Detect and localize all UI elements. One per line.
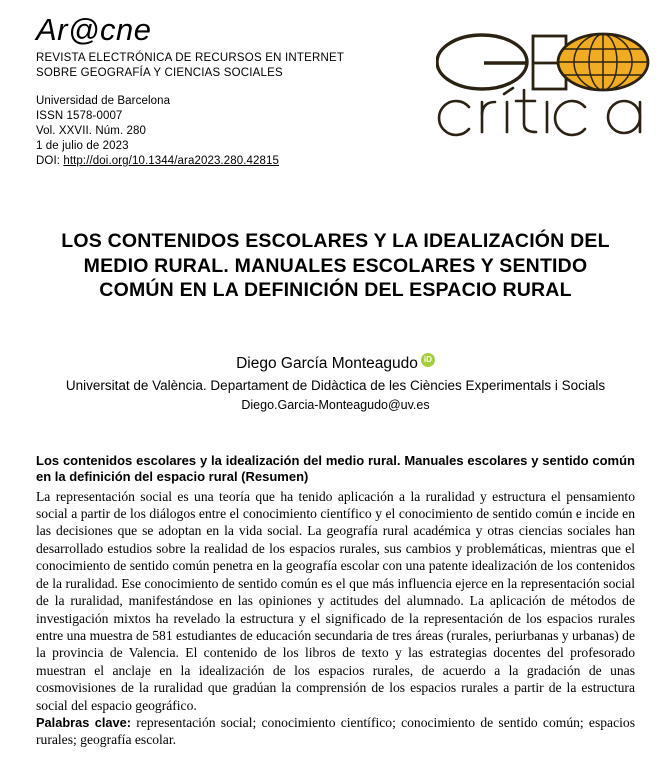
geocritica-logo	[436, 28, 664, 150]
author-affiliation: Universitat de València. Departament de Didàctica de les Ciències Experimentals i Socials	[65, 377, 606, 393]
article-title-line1: LOS CONTENIDOS ESCOLARES Y LA IDEALIZACIÓN DEL	[61, 230, 610, 252]
author-block	[0, 353, 671, 414]
article-title-line3: COMÚN EN LA DEFINICIÓN DEL ESPACIO RURAL	[99, 279, 572, 301]
logo-letter-g	[437, 35, 527, 89]
abstract-heading: Los contenidos escolares y la idealización del medio rural. Manuales escolares y sentido común en la definición del espacio rural (Resumen)	[36, 452, 635, 484]
abstract-text: La representación social es una teoría que ha tenido aplicación a la ruralidad y estructura el pensamiento social a partir de los diálogos entre el conocimiento científico y el conocimiento de sentido común e incide en las decisiones que se adoptan en la vida social. La geografía rural académica y otras ciencias sociales han desarrollado estudios sobre la realidad de los espacios rurales, sus cambios y problemáticas, mientras que el conocimiento de sentido común penetra en la geografía escolar con una patente idealización de los contenidos de la ruralidad. Ese conocimiento de sentido común es el que más influencia ejerce en la representación social de la ruralidad, manifestándose en las opiniones y actitudes del alumnado. La aplicación de métodos de investigación mixtos ha revelado la estructura y el significado de la representación de los espacios rurales entre una muestra de 581 estudiantes de educación secundaria de tres áreas (rurales, periurbanas y urbanas) de la provincia de Valencia. El contenido de los libros de texto y las estrategias docentes del profesorado muestran el anclaje en la idealización de los espacios rurales, de acuerdo a la gradación de unas cosmovisiones de la ruralidad que gradúan la comprensión de los espacios rurales a partir de la estructura social del espacio geográfico.	[36, 488, 635, 713]
logo-critica-lettering	[439, 88, 640, 135]
keywords-text: representación social; conocimiento científico; conocimiento de sentido común; espacios rurales; geografía escolar.	[36, 714, 635, 748]
logo-globe-icon	[558, 34, 648, 90]
journal-subtitle-line1: REVISTA ELECTRÓNICA DE RECURSOS EN INTERNET	[36, 52, 345, 64]
journal-subtitle-line2: SOBRE GEOGRAFÍA Y CIENCIAS SOCIALES	[36, 67, 283, 79]
article-front-matter	[0, 229, 671, 749]
author-name: Diego García Monteagudo	[236, 354, 418, 372]
author-email[interactable]: Diego.Garcia-Monteagudo@uv.es	[241, 397, 430, 412]
journal-masthead	[0, 0, 671, 168]
author-line	[0, 353, 671, 374]
abstract-section	[36, 453, 635, 749]
journal-issn: ISSN 1578-0007	[36, 110, 123, 122]
journal-name: Ar@cne	[36, 12, 152, 47]
article-title-line2: MEDIO RURAL. MANUALES ESCOLARES Y SENTIDO	[83, 254, 588, 277]
orcid-icon[interactable]: iD	[421, 353, 435, 367]
journal-doi-line	[36, 154, 671, 169]
geocritica-logo-graphic	[436, 28, 664, 150]
journal-institution: Universidad de Barcelona	[36, 95, 171, 107]
journal-volume: Vol. XXVII. Núm. 280	[36, 125, 147, 137]
keywords-label: Palabras clave:	[36, 714, 132, 730]
doi-label: DOI:	[36, 155, 64, 167]
keywords-line	[36, 714, 635, 749]
doi-link[interactable]: http://doi.org/10.1344/ara2023.280.42815	[63, 155, 279, 167]
article-title	[40, 229, 631, 303]
journal-date: 1 de julio de 2023	[36, 140, 129, 152]
